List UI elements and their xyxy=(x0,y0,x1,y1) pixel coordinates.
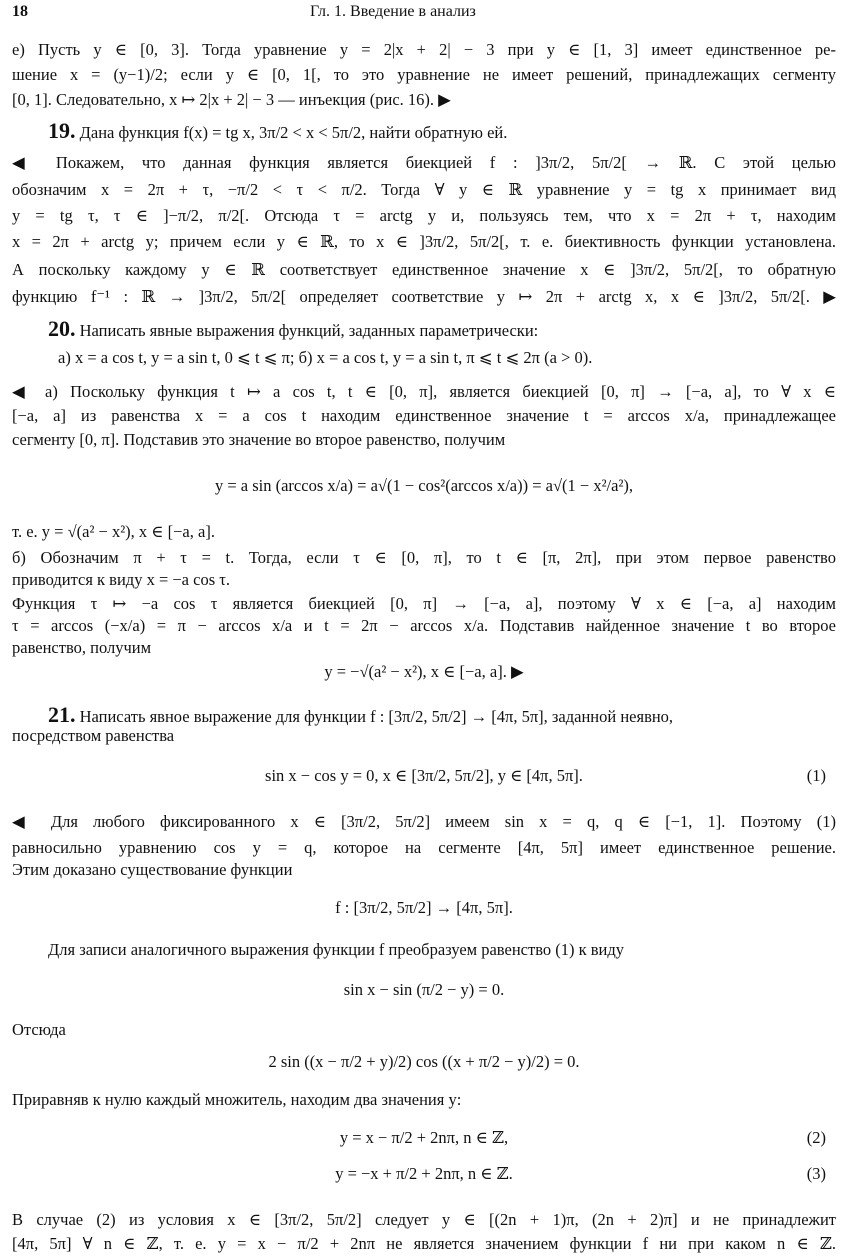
text-line: x = 2π + arctg y; причем если y ∈ ℝ, то x ∈ ]3π/2, 5π/2[, т. е. биективность функции установлена. xyxy=(12,232,836,251)
text-line: обозначим x = 2π + τ, −π/2 < τ < π/2. Тогда ∀ y ∈ ℝ уравнение y = tg x принимает вид xyxy=(12,180,836,199)
equation-number: (2) xyxy=(806,1128,826,1147)
problem-number: 21. xyxy=(48,702,76,727)
text-line: [0, 1]. Следовательно, x ↦ 2|x + 2| − 3 — инъекция (рис. 16). ▶ xyxy=(12,90,451,109)
text-line: А поскольку каждому y ∈ ℝ соответствует единственное значение x ∈ ]3π/2, 5π/2[, то обратную xyxy=(12,260,836,279)
text-line: функцию f⁻¹ : ℝ → ]3π/2, 5π/2[ определяет соответствие y ↦ 2π + arctg x, x ∈ ]3π/2, 5π/2[. ▶ xyxy=(12,287,836,306)
equation-body: y = x − π/2 + 2nπ, n ∈ ℤ, xyxy=(339,1128,509,1147)
text-line: ◀ Для любого фиксированного x ∈ [3π/2, 5π/2] имеем sin x = q, q ∈ [−1, 1]. Поэтому (1) xyxy=(12,812,836,831)
text-line: равносильно уравнению cos y = q, которое на сегменте [4π, 5π] имеет единственное решение. xyxy=(12,838,836,857)
problem-20-statement xyxy=(48,318,838,340)
text-line: приводится к виду x = −a cos τ. xyxy=(12,570,231,589)
display-equation: f : [3π/2, 5π/2] → [4π, 5π]. xyxy=(335,898,513,917)
page-number: 18 xyxy=(12,3,28,20)
chapter-title: Гл. 1. Введение в анализ xyxy=(310,3,476,20)
display-equation-1 xyxy=(12,768,836,785)
text-line: равенство, получим xyxy=(12,638,152,657)
problem-text: Написать явное выражение для функции f : [3π/2, 5π/2] → [4π, 5π], заданной неявно, xyxy=(79,707,674,726)
text-line: посредством равенства xyxy=(12,726,175,745)
text-line: В случае (2) из условия x ∈ [3π/2, 5π/2] следует y ∈ [(2n + 1)π, (2n + 2)π] и не принадлежит xyxy=(12,1210,836,1229)
problem-text: Написать явные выражения функций, заданных параметрически: xyxy=(79,321,539,340)
text-line: Отсюда xyxy=(12,1020,66,1039)
problem-text: Дана функция f(x) = tg x, 3π/2 < x < 5π/2, найти обратную ей. xyxy=(79,123,508,142)
text-line: Этим доказано существование функции xyxy=(12,860,293,879)
text-line: сегменту [0, π]. Подставив это значение во второе равенство, получим xyxy=(12,430,506,449)
display-equation: sin x − sin (π/2 − y) = 0. xyxy=(343,980,505,999)
equation-body: y = −x + π/2 + 2nπ, n ∈ ℤ. xyxy=(335,1164,513,1183)
display-equation: y = −√(a² − x²), x ∈ [−a, a]. ▶ xyxy=(324,662,524,681)
problem-number: 19. xyxy=(48,118,76,143)
display-equation-2 xyxy=(12,1130,836,1147)
text-line: Приравняв к нулю каждый множитель, находим два значения y: xyxy=(12,1090,462,1109)
text-line: [−a, a] из равенства x = a cos t находим единственное значение t = arccos x/a, принадлежащее xyxy=(12,406,836,425)
equation-number: (1) xyxy=(806,766,826,785)
equation-body: sin x − cos y = 0, x ∈ [3π/2, 5π/2], y ∈ [4π, 5π]. xyxy=(265,766,583,785)
problem-19-statement xyxy=(48,120,838,142)
problem-21-statement xyxy=(48,704,838,726)
text-line: б) Обозначим π + τ = t. Тогда, если τ ∈ [0, π], то t ∈ [π, 2π], при этом первое равенство xyxy=(12,548,836,567)
display-equation-3 xyxy=(12,1166,836,1183)
text-line: т. е. y = √(a² − x²), x ∈ [−a, a]. xyxy=(12,522,215,541)
display-equation: 2 sin ((x − π/2 + y)/2) cos ((x + π/2 − y)/2) = 0. xyxy=(268,1052,580,1071)
text-line: ◀ а) Поскольку функция t ↦ a cos t, t ∈ [0, π], является биекцией [0, π] → [−a, a], то ∀ x ∈ xyxy=(12,382,836,401)
text-line: [4π, 5π] ∀ n ∈ ℤ, т. е. y = x − π/2 + 2nπ не является значением функции f ни при каком n ∈ ℤ. xyxy=(12,1234,836,1253)
text-line: Функция τ ↦ −a cos τ является биекцией [0, π] → [−a, a], поэтому ∀ x ∈ [−a, a] находим xyxy=(12,594,836,613)
text-line: τ = arccos (−x/a) = π − arccos x/a и t = 2π − arccos x/a. Подставив найденное значение t во второе xyxy=(12,616,836,635)
equation-number: (3) xyxy=(806,1164,826,1183)
text-line: ◀ Покажем, что данная функция является биекцией f : ]3π/2, 5π/2[ → ℝ. С этой целью xyxy=(12,153,836,172)
problem-20-cases: а) x = a cos t, y = a sin t, 0 ⩽ t ⩽ π; б) x = a cos t, y = a sin t, π ⩽ t ⩽ 2π (a > 0). xyxy=(58,348,593,367)
text-line: шение x = (y−1)/2; если y ∈ [0, 1[, то это уравнение не имеет решений, принадлежащих сегменту xyxy=(12,65,836,84)
display-equation: y = a sin (arccos x/a) = a√(1 − cos²(arccos x/a)) = a√(1 − x²/a²), xyxy=(214,476,634,495)
text-line: Для записи аналогичного выражения функции f преобразуем равенство (1) к виду xyxy=(48,940,625,959)
text-line: y = tg τ, τ ∈ ]−π/2, π/2[. Отсюда τ = arctg y и, пользуясь тем, что x = 2π + τ, находим xyxy=(12,206,836,225)
problem-number: 20. xyxy=(48,316,76,341)
text-line: е) Пусть y ∈ [0, 3]. Тогда уравнение y = 2|x + 2| − 3 при y ∈ [1, 3] имеет единственное ре- xyxy=(12,40,836,59)
